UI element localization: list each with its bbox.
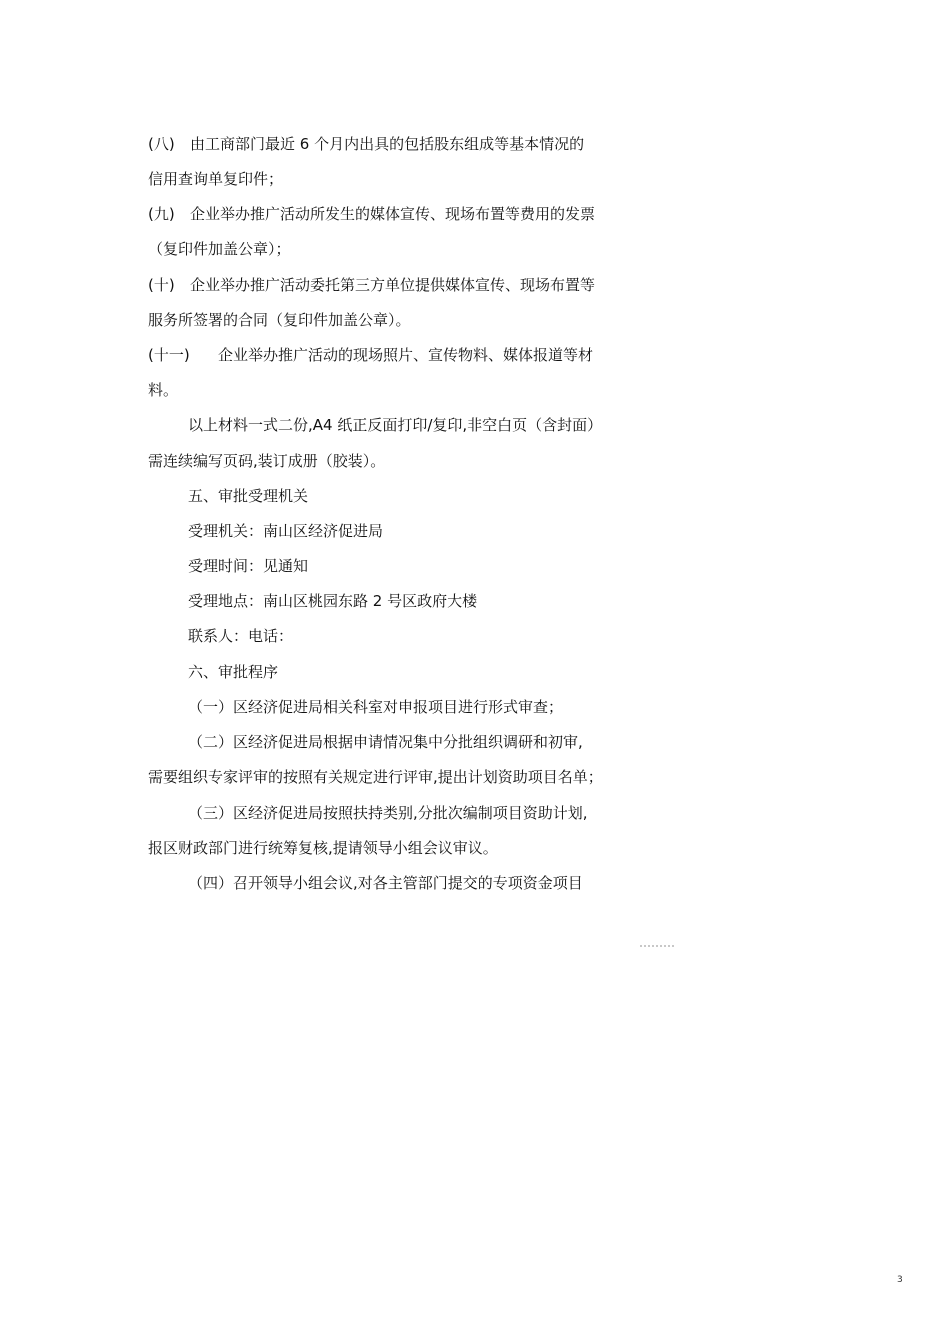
dotted-mark: [640, 945, 674, 951]
list-item-label: (八): [148, 135, 175, 153]
section-heading-6: 六、审批程序: [188, 663, 279, 681]
accepting-agency: 受理机关：南山区经济促进局: [188, 522, 384, 540]
accepting-location: 受理地点：南山区桃园东路 2 号区政府大楼: [188, 592, 478, 610]
accepting-time: 受理时间：见通知: [188, 557, 309, 575]
page-number: 3: [897, 1275, 903, 1285]
list-item-label: (九): [148, 205, 175, 223]
list-item-11-continued: 料。: [148, 381, 179, 399]
list-item-text: 由工商部门最近 6 个月内出具的包括股东组成等基本情况的: [190, 135, 585, 153]
list-item-10-continued: 服务所签署的合同（复印件加盖公章）。: [148, 311, 411, 329]
list-item-text: 企业举办推广活动所发生的媒体宣传、现场布置等费用的发票: [190, 205, 596, 223]
materials-note: 以上材料一式二份,A4 纸正反面打印/复印,非空白页（含封面）: [188, 416, 603, 434]
list-item-8-continued: 信用查询单复印件；: [148, 170, 284, 188]
list-item-10: [148, 275, 595, 295]
list-item-11: [148, 345, 593, 365]
procedure-step-3-continued: 报区财政部门进行统筹复核,提请领导小组会议审议。: [148, 839, 498, 857]
procedure-step-4: （四）召开领导小组会议,对各主管部门提交的专项资金项目: [188, 874, 583, 892]
list-item-text: 企业举办推广活动委托第三方单位提供媒体宣传、现场布置等: [190, 276, 596, 294]
procedure-step-2-continued: 需要组织专家评审的按照有关规定进行评审,提出计划资助项目名单；: [148, 768, 603, 786]
procedure-step-1: （一）区经济促进局相关科室对申报项目进行形式审查；: [188, 698, 564, 716]
contact-info: 联系人：电话：: [188, 627, 294, 645]
section-heading-5: 五、审批受理机关: [188, 487, 309, 505]
list-item-label: (十): [148, 276, 175, 294]
procedure-step-3: （三）区经济促进局按照扶持类别,分批次编制项目资助计划,: [188, 804, 588, 822]
list-item-9: [148, 204, 595, 224]
materials-note-continued: 需连续编写页码,装订成册（胶装）。: [148, 452, 386, 470]
procedure-step-2: （二）区经济促进局根据申请情况集中分批组织调研和初审,: [188, 733, 583, 751]
list-item-text: 企业举办推广活动的现场照片、宣传物料、媒体报道等材: [218, 346, 594, 364]
list-item-9-continued: （复印件加盖公章）；: [148, 240, 291, 258]
list-item-label: (十一): [148, 346, 190, 364]
list-item-8: [148, 134, 584, 154]
